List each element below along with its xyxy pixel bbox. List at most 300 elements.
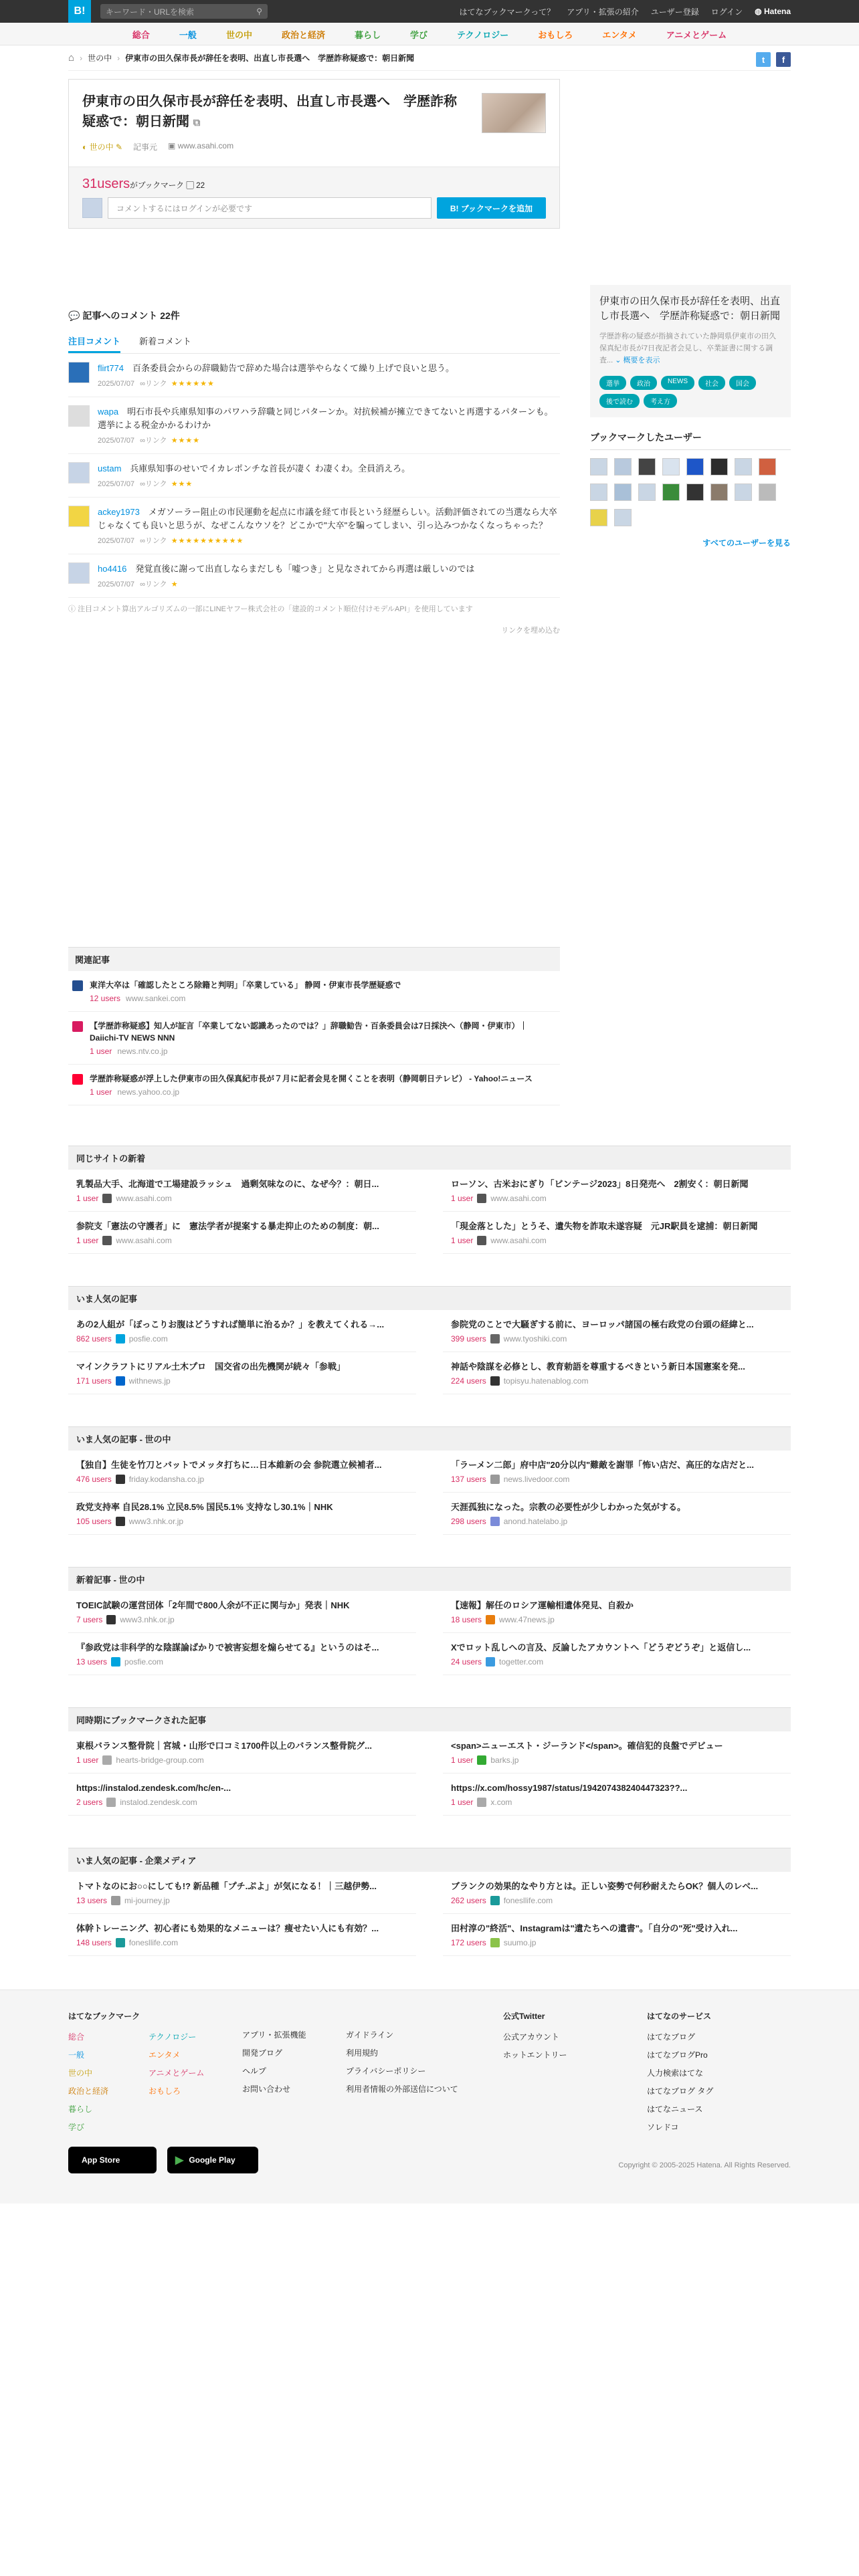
entry-title[interactable] <box>82 92 457 133</box>
related-users[interactable]: 1 user <box>90 1087 112 1097</box>
related-item[interactable] <box>68 971 560 1012</box>
article-domain[interactable]: togetter.com <box>499 1657 544 1667</box>
site-favicon-icon <box>486 1615 495 1624</box>
article-meta <box>451 1334 783 1344</box>
article-title[interactable]: 【速報】解任のロシア運輸相遺体発見、自殺か <box>451 1600 634 1610</box>
comment-content: 発覚直後に謝って出直しならまだしも「嘘つき」と見なされてから再選は厳しいのでは <box>135 564 475 574</box>
comment-link[interactable] <box>140 437 167 445</box>
comment-text <box>98 362 454 375</box>
article-domain[interactable]: topisyu.hatenablog.com <box>503 1376 589 1386</box>
article-domain[interactable]: suumo.jp <box>503 1938 537 1947</box>
article-title[interactable]: Xでロット乱しへの言及、反論したアカウントへ「どうぞどうぞ」と返信し... <box>451 1642 751 1652</box>
breadcrumb-category[interactable]: 世の中 <box>88 53 112 63</box>
comment-meta <box>98 478 410 489</box>
footer-link[interactable]: 政治と経済 <box>68 2086 109 2096</box>
summary-title[interactable]: 伊東市の田久保市長が辞任を表明、出直し市長選へ 学歴詐称疑惑で：朝日新聞 <box>599 296 781 322</box>
user-avatar[interactable] <box>590 484 607 501</box>
category-nav-item[interactable]: おもしろ <box>538 29 573 40</box>
site-favicon-icon <box>486 1657 495 1667</box>
footer-link[interactable]: ガイドライン <box>346 2030 394 2040</box>
edit-icon: ✎ <box>115 142 123 152</box>
article-domain[interactable]: news.livedoor.com <box>503 1475 570 1484</box>
bookmark-users-heading: ブックマークしたユーザー <box>590 431 791 450</box>
article-domain[interactable]: anond.hatelabo.jp <box>503 1517 568 1526</box>
article-section <box>68 1146 791 1254</box>
user-avatar[interactable] <box>662 484 680 501</box>
google-play-button[interactable] <box>167 2147 258 2173</box>
footer-link[interactable]: アニメとゲーム <box>149 2068 205 2078</box>
footer-link[interactable]: 開発ブログ <box>242 2048 283 2058</box>
article-meta <box>76 1376 408 1386</box>
comment-item <box>68 554 560 598</box>
hatena-bookmark-logo[interactable]: B! <box>68 0 91 23</box>
site-favicon-icon <box>490 1896 500 1905</box>
footer-link[interactable]: はてなブログ タグ <box>647 2086 714 2096</box>
article-meta <box>76 1657 408 1667</box>
article-item <box>68 1493 416 1535</box>
footer-link[interactable]: 公式アカウント <box>503 2032 559 2042</box>
article-meta <box>451 1376 783 1386</box>
footer-link[interactable]: ホットエントリー <box>503 2050 567 2060</box>
comment-item <box>68 397 560 454</box>
comment-content: 兵庫県知事のせいでイカレポンチな首長が凄く わ凄くわ。全員消えろ。 <box>130 463 411 473</box>
user-avatar[interactable] <box>662 458 680 475</box>
hatena-brand-text: Hatena <box>763 7 791 16</box>
article-meta <box>76 1938 408 1947</box>
footer-link[interactable]: 学び <box>68 2123 85 2132</box>
category-nav-item[interactable]: 世の中 <box>225 29 252 40</box>
site-favicon-icon <box>116 1475 125 1484</box>
article-users[interactable]: 137 users <box>451 1475 486 1484</box>
user-avatar[interactable] <box>638 458 656 475</box>
category-nav-item[interactable]: テクノロジー <box>457 29 509 40</box>
related-users[interactable]: 1 user <box>90 1047 112 1056</box>
user-avatar[interactable] <box>710 458 728 475</box>
article-users[interactable]: 24 users <box>451 1657 482 1667</box>
article-title[interactable]: <span>ニューエスト・ジーランド</span>。確信犯的良盤でデビュー <box>451 1741 723 1751</box>
comment-link[interactable] <box>140 537 167 545</box>
article-domain[interactable]: x.com <box>490 1798 512 1807</box>
category-nav-item[interactable]: 一般 <box>179 29 197 40</box>
category-nav-item[interactable]: 総合 <box>132 29 150 40</box>
article-meta <box>451 1657 783 1667</box>
article-title[interactable]: 体幹トレーニング、初心者にも効果的なメニューは？痩せたい人にも有効？... <box>76 1923 379 1933</box>
add-bookmark-button[interactable]: B! ブックマークを追加 <box>437 197 546 219</box>
article-users[interactable]: 105 users <box>76 1517 112 1526</box>
star-rating[interactable]: ★ <box>171 580 179 588</box>
star-rating[interactable]: ★★★★★★ <box>171 380 215 388</box>
site-favicon-icon <box>477 1798 486 1807</box>
comment-user[interactable]: ackey1973 <box>98 507 140 517</box>
footer-link[interactable]: お問い合わせ <box>242 2084 291 2094</box>
article-item <box>443 1451 791 1493</box>
article-domain[interactable]: www.asahi.com <box>490 1194 547 1203</box>
comment-item <box>68 498 560 554</box>
section-grid <box>68 1310 791 1394</box>
article-title[interactable]: https://instalod.zendesk.com/hc/en-... <box>76 1783 231 1793</box>
comment-input[interactable]: コメントするにはログインが必要です <box>108 197 432 219</box>
comments-section <box>68 309 560 635</box>
breadcrumb-title: 伊東市の田久保市長が辞任を表明、出直し市長選へ 学歴詐称疑惑で：朝日新聞 <box>125 53 415 63</box>
article-users[interactable]: 262 users <box>451 1896 486 1905</box>
article-users[interactable]: 148 users <box>76 1938 112 1947</box>
embed-link[interactable]: リンクを埋め込む <box>501 627 560 635</box>
category-nav-item[interactable]: 暮らし <box>354 29 381 40</box>
footer-link[interactable]: 暮らし <box>68 2105 93 2114</box>
article-domain[interactable]: hearts-bridge-group.com <box>116 1755 204 1765</box>
footer-link[interactable]: 一般 <box>68 2050 85 2060</box>
tab-new[interactable]: 新着コメント <box>139 336 192 346</box>
article-item <box>68 1170 416 1212</box>
user-avatar[interactable] <box>68 462 90 484</box>
comment-body <box>98 405 560 445</box>
article-domain[interactable]: www.asahi.com <box>490 1236 547 1245</box>
hatena-logo[interactable] <box>755 7 791 16</box>
footer-link[interactable]: 総合 <box>68 2032 85 2042</box>
related-title[interactable]: 東洋大卒は「確認したところ除籍と判明」「卒業している」 静岡・伊東市長学歴疑惑で <box>90 980 401 990</box>
article-users[interactable]: 224 users <box>451 1376 486 1386</box>
comment-body <box>98 362 454 389</box>
user-avatar[interactable] <box>735 484 752 501</box>
article-title[interactable]: 政党支持率 自民28.1% 立民8.5% 国民5.1% 支持なし30.1%｜NHK <box>76 1502 333 1512</box>
user-avatar[interactable] <box>686 484 704 501</box>
article-users[interactable]: 298 users <box>451 1517 486 1526</box>
section-heading: 同じサイトの新着 <box>68 1146 791 1170</box>
comment-link[interactable] <box>140 580 167 588</box>
footer-link[interactable]: 利用規約 <box>346 2048 379 2058</box>
related-meta <box>90 994 401 1003</box>
comment-user[interactable]: ho4416 <box>98 564 127 574</box>
user-avatar[interactable] <box>614 458 632 475</box>
bm-label-text: がブックマーク <box>130 181 184 190</box>
comment-note-text: 注目コメント算出アルゴリズムの一部にLINEヤフー株式会社の「建設的コメント順位付けモデルAPI」を使用しています <box>78 605 473 613</box>
tag-icon: ◐ <box>82 142 88 152</box>
article-users[interactable]: 1 user <box>451 1194 474 1203</box>
user-avatar[interactable] <box>614 484 632 501</box>
article-users[interactable]: 862 users <box>76 1334 112 1344</box>
user-avatar[interactable] <box>759 484 776 501</box>
comment-content: 百条委員会からの辞職勧告で辞めた場合は選挙やらなくて繰り上げで良いと思う。 <box>132 363 455 373</box>
article-users[interactable]: 1 user <box>76 1755 99 1765</box>
twitter-share-icon[interactable]: t <box>756 52 771 67</box>
article-domain[interactable]: www.asahi.com <box>116 1194 172 1203</box>
article-title[interactable]: 「現金落とした」とうそ、遺失物を詐取未遂容疑 元JR駅員を逮捕：朝日新聞 <box>451 1221 758 1231</box>
article-users[interactable]: 1 user <box>76 1194 99 1203</box>
article-users[interactable]: 476 users <box>76 1475 112 1484</box>
link-icon: ∞ <box>140 537 145 545</box>
footer-link[interactable]: おもしろ <box>149 2086 181 2096</box>
copyright: Copyright © 2005-2025 Hatena. All Rights Reserved. <box>618 2161 791 2169</box>
article-title[interactable]: ローソン、古米おにぎり「ビンテージ2023」8日発売へ 2割安く：朝日新聞 <box>451 1179 749 1189</box>
tag-chip[interactable]: 社会 <box>698 376 725 390</box>
star-rating[interactable]: ★★★★ <box>171 437 201 445</box>
related-section <box>68 947 560 1105</box>
see-all-users-link[interactable]: すべてのユーザーを見る <box>702 538 791 548</box>
footer-link[interactable]: 利用者情報の外部送信について <box>346 2084 458 2094</box>
chevron-right-icon: › <box>117 53 120 63</box>
article-domain[interactable]: barks.jp <box>490 1755 519 1765</box>
related-heading: 関連記事 <box>68 947 560 971</box>
article-title[interactable]: トマトなのにお○○にしても!? 新品種「プチ.ぷよ」が気になる！｜三越伊勢... <box>76 1881 377 1891</box>
article-item <box>443 1872 791 1914</box>
footer-link[interactable]: ソレドコ <box>647 2123 679 2132</box>
article-domain[interactable]: fonesllife.com <box>128 1938 179 1947</box>
footer-link[interactable]: はてなブログPro <box>647 2050 708 2060</box>
star-rating[interactable]: ★★★ <box>171 480 193 488</box>
user-avatar[interactable] <box>68 405 90 427</box>
article-meta <box>451 1798 783 1807</box>
article-title[interactable]: マインクラフトにリアル土木プロ 国交省の出先機関が続々「参戦」 <box>76 1362 345 1372</box>
article-users[interactable]: 13 users <box>76 1657 108 1667</box>
star-rating[interactable]: ★★★★★★★★★★ <box>171 537 244 545</box>
article-users[interactable]: 1 user <box>76 1236 99 1245</box>
related-meta <box>90 1047 556 1056</box>
article-title[interactable]: TOEIC試験の運営団体「2年間で800人余が不正に関与か」発表｜NHK <box>76 1600 350 1610</box>
footer-link[interactable]: はてなブログ <box>647 2032 696 2042</box>
article-users[interactable]: 171 users <box>76 1376 112 1386</box>
entry-kind: 記事元 <box>133 142 158 152</box>
user-avatar[interactable] <box>710 484 728 501</box>
article-item <box>443 1493 791 1535</box>
section-grid <box>68 1170 791 1254</box>
external-link-icon[interactable]: ⧉ <box>193 117 201 128</box>
google-play-label: Google Play <box>189 2155 235 2165</box>
home-icon[interactable]: ⌂ <box>68 52 75 64</box>
footer-link[interactable]: ヘルプ <box>242 2066 267 2076</box>
comment-meta <box>98 435 560 445</box>
article-domain[interactable]: www3.nhk.or.jp <box>128 1517 184 1526</box>
comment-algorithm-note <box>68 603 560 614</box>
footer-link[interactable]: プライバシーポリシー <box>346 2066 426 2076</box>
category-nav-item[interactable]: アニメとゲーム <box>666 29 727 40</box>
article-users[interactable]: 1 user <box>451 1755 474 1765</box>
article-meta <box>76 1517 408 1526</box>
link-apps[interactable]: アプリ・拡張の紹介 <box>567 7 639 17</box>
comment-user[interactable]: flirt774 <box>98 363 124 373</box>
article-domain[interactable]: www.tyoshiki.com <box>503 1334 567 1344</box>
article-domain[interactable]: instalod.zendesk.com <box>120 1798 197 1807</box>
article-domain[interactable]: withnews.jp <box>128 1376 171 1386</box>
tag-chip[interactable]: 選挙 <box>599 376 626 390</box>
user-avatar[interactable] <box>735 458 752 475</box>
article-domain[interactable]: www.asahi.com <box>116 1236 172 1245</box>
article-meta <box>76 1615 408 1624</box>
comment-text <box>98 405 560 432</box>
article-item <box>68 1212 416 1254</box>
article-title[interactable]: 天涯孤独になった。宗教の必要性が少しわかった気がする。 <box>451 1502 686 1512</box>
tag-chip[interactable]: NEWS <box>661 376 694 390</box>
related-domain[interactable]: news.ntv.co.jp <box>117 1047 168 1056</box>
footer-link[interactable]: テクノロジー <box>149 2032 197 2042</box>
article-meta <box>451 1896 783 1905</box>
app-store-label: App Store <box>82 2155 120 2165</box>
comment-link[interactable] <box>140 480 167 488</box>
comment-user[interactable]: wapa <box>98 407 119 417</box>
site-favicon-icon <box>490 1376 500 1386</box>
tab-popular[interactable]: 注目コメント <box>68 330 120 353</box>
users-count[interactable]: 31users <box>82 177 130 191</box>
related-item[interactable] <box>68 1012 560 1065</box>
site-favicon-icon <box>116 1334 125 1344</box>
user-avatar[interactable] <box>68 506 90 527</box>
article-title[interactable]: 参院支「憲法の守護者」に 憲法学者が提案する暴走抑止のための制度：朝... <box>76 1221 379 1231</box>
footer-link[interactable]: 世の中 <box>68 2068 93 2078</box>
section-grid <box>68 1872 791 1956</box>
related-title[interactable]: 学歴詐称疑惑が浮上した伊東市の田久保真紀市長が７月に記者会見を開くことを表明（静岡朝日テレビ） - Yahoo!ニュース <box>90 1074 533 1083</box>
article-title[interactable]: https://x.com/hossy1987/status/194207438240447323??... <box>451 1783 688 1793</box>
entry-thumbnail[interactable] <box>482 93 546 133</box>
article-title[interactable]: 【独自】生徒を竹刀とバットでメッタ打ちに…日本維新の会 参院選立候補者... <box>76 1460 382 1470</box>
article-title[interactable]: 「ラーメン二郎」府中店"20分以内"難敵を謝罪「怖い店だ、高圧的な店だと... <box>451 1460 754 1470</box>
article-meta <box>76 1798 408 1807</box>
comment-content: 明石市長や兵庫県知事のパワハラ辞職と同じパターンか。対抗候補が擁立できてないと再選するパターンも。選挙による税金かかるわけか <box>98 407 553 430</box>
comment-item <box>68 354 560 397</box>
article-users[interactable]: 1 user <box>451 1798 474 1807</box>
comment-link-text: リンク <box>145 580 167 588</box>
search-placeholder: キーワード・URLを検索 <box>106 7 195 17</box>
article-users[interactable]: 7 users <box>76 1615 103 1624</box>
tag-chip[interactable]: 後で読む <box>599 394 640 408</box>
article-item <box>443 1633 791 1675</box>
article-title[interactable]: 田村淳の"終活"、Instagramは"遺たちへの遺書"。「自分の"死"受け入れ... <box>451 1923 738 1933</box>
comment-meta <box>98 378 454 389</box>
comment-date: 2025/07/07 <box>98 537 135 545</box>
article-meta <box>76 1896 408 1905</box>
article-title[interactable]: 神話や陰謀を必修とし、教育勅語を尊重するべきという新日本国憲案を発... <box>451 1362 745 1372</box>
app-store-button[interactable] <box>68 2147 157 2173</box>
related-users[interactable]: 12 users <box>90 994 121 1003</box>
link-login[interactable]: ログイン <box>710 7 743 17</box>
comment-body <box>98 462 410 489</box>
site-favicon-icon <box>490 1334 500 1344</box>
comment-item <box>68 454 560 498</box>
article-title[interactable]: ブランクの効果的なやり方とは。正しい姿勢で何秒耐えたらOK？個人のレベ... <box>451 1881 759 1891</box>
article-users[interactable]: 1 user <box>451 1236 474 1245</box>
entry-title-text: 伊東市の田久保市長が辞任を表明、出直し市長選へ 学歴詐称疑惑で：朝日新聞 <box>82 94 457 129</box>
article-domain[interactable]: friday.kodansha.co.jp <box>128 1475 205 1484</box>
article-domain[interactable]: www3.nhk.or.jp <box>120 1615 175 1624</box>
category-nav-item[interactable]: 政治と経済 <box>281 29 325 40</box>
user-avatar[interactable] <box>686 458 704 475</box>
avatar <box>82 198 102 218</box>
footer-services-heading: はてなのサービス <box>647 2012 712 2021</box>
article-users[interactable]: 2 users <box>76 1798 103 1807</box>
comment-body <box>98 506 560 546</box>
user-avatar[interactable] <box>638 484 656 501</box>
article-item <box>443 1170 791 1212</box>
bookmark-users-grid <box>590 458 791 526</box>
comment-link[interactable] <box>140 380 167 388</box>
article-item <box>68 1774 416 1816</box>
footer-link[interactable]: 人力検索はてな <box>647 2068 704 2078</box>
site-favicon-icon <box>490 1517 500 1526</box>
article-title[interactable]: 東根バランス整骨院｜宮城・山形で口コミ1700件以上のバランス整骨院グ... <box>76 1741 372 1751</box>
article-item <box>68 1731 416 1774</box>
user-avatar[interactable] <box>68 362 90 383</box>
comment-icon: ▢ <box>186 181 194 190</box>
facebook-share-icon[interactable]: f <box>776 52 791 67</box>
section-grid <box>68 1591 791 1675</box>
hatena-icon: ◍ <box>755 7 762 16</box>
footer-link[interactable]: アプリ・拡張機能 <box>242 2030 306 2040</box>
bm-label <box>130 181 205 190</box>
article-item <box>443 1731 791 1774</box>
footer-link[interactable]: エンタメ <box>149 2050 181 2060</box>
search-icon[interactable]: ⚲ <box>256 7 262 16</box>
user-avatar[interactable] <box>614 509 632 526</box>
related-domain[interactable]: news.yahoo.co.jp <box>117 1087 180 1097</box>
search-input[interactable] <box>100 4 268 19</box>
article-users[interactable]: 18 users <box>451 1615 482 1624</box>
article-domain[interactable]: www.47news.jp <box>499 1615 555 1624</box>
tag-chip[interactable]: 考え方 <box>644 394 677 408</box>
user-avatar[interactable] <box>759 458 776 475</box>
comment-content: メガソーラー阻止の市民運動を起点に市議を経て市長という経歴らしい。活動評価されての当選なら大卒じゃなくても良いと思うが、なぜこんなウソを？どこかで"大卒"を騙ってしまい、引っ込みつかなくなっちゃった？ <box>98 507 557 530</box>
article-domain[interactable]: mi-journey.jp <box>124 1896 170 1905</box>
article-item <box>443 1914 791 1956</box>
article-users[interactable]: 399 users <box>451 1334 486 1344</box>
tag-chip[interactable]: 政治 <box>630 376 657 390</box>
article-domain[interactable]: posfie.com <box>124 1657 164 1667</box>
article-title[interactable]: あの2人組が「ぽっこりお腹はどうすれば簡単に治るか？」を教えてくれる→... <box>76 1319 385 1329</box>
site-favicon-icon <box>106 1798 116 1807</box>
comment-date: 2025/07/07 <box>98 380 135 388</box>
link-register[interactable]: ユーザー登録 <box>650 7 699 17</box>
comment-text <box>98 506 560 532</box>
user-avatar[interactable] <box>68 562 90 584</box>
entry-summary-box <box>590 285 791 417</box>
comments-count: 22件 <box>160 310 180 321</box>
article-item <box>68 1310 416 1352</box>
article-users[interactable]: 13 users <box>76 1896 108 1905</box>
footer-link[interactable]: はてなニュース <box>647 2105 703 2114</box>
top-links <box>460 6 791 17</box>
related-item[interactable] <box>68 1065 560 1105</box>
entry-domain[interactable] <box>168 141 233 152</box>
article-title[interactable]: 参院党のことで大騒ぎする前に、ヨーロッパ諸国の極右政党の台頭の経緯と... <box>451 1319 754 1329</box>
comment-user[interactable]: ustam <box>98 463 122 473</box>
link-about[interactable]: はてなブックマークって？ <box>459 7 555 17</box>
comment-link-text: リンク <box>145 537 167 545</box>
entry-category[interactable] <box>82 141 122 152</box>
show-summary-link[interactable] <box>615 356 660 364</box>
site-favicon-icon <box>72 1021 83 1032</box>
article-domain[interactable]: fonesllife.com <box>503 1896 553 1905</box>
user-avatar[interactable] <box>590 509 607 526</box>
article-meta <box>76 1475 408 1484</box>
article-meta <box>451 1755 783 1765</box>
section-heading: 新着記事 - 世の中 <box>68 1567 791 1591</box>
site-favicon-icon <box>102 1194 112 1203</box>
article-meta <box>451 1475 783 1484</box>
comment-date: 2025/07/07 <box>98 480 135 488</box>
site-favicon-icon <box>111 1657 120 1667</box>
category-nav-item[interactable]: エンタメ <box>602 29 637 40</box>
article-users[interactable]: 172 users <box>451 1938 486 1947</box>
site-favicon-icon <box>106 1615 116 1624</box>
related-title[interactable]: 【学歴詐称疑惑】知人が証言「卒業してない認識あったのでは？」辞職勧告・百条委員会は7日採決へ（静岡・伊東市）｜Daiichi-TV NEWS NNN <box>90 1021 528 1043</box>
user-avatar[interactable] <box>590 458 607 475</box>
article-domain[interactable]: posfie.com <box>128 1334 168 1344</box>
comment-count: 22 <box>196 181 205 190</box>
article-title[interactable]: 乳製品大手、北海道で工場建設ラッシュ 過剰気味なのに、なぜ今？：朝日... <box>76 1179 379 1189</box>
site-icon: ▣ <box>168 141 176 150</box>
tag-chip[interactable]: 国会 <box>729 376 756 390</box>
related-domain[interactable]: www.sankei.com <box>126 994 186 1003</box>
category-nav-item[interactable]: 学び <box>409 29 427 40</box>
footer-twitter-heading: 公式Twitter <box>503 2012 545 2021</box>
article-title[interactable]: 『参政党は非科学的な陰謀論ばかりで被害妄想を煽らせてる』というのはそ... <box>76 1642 379 1652</box>
